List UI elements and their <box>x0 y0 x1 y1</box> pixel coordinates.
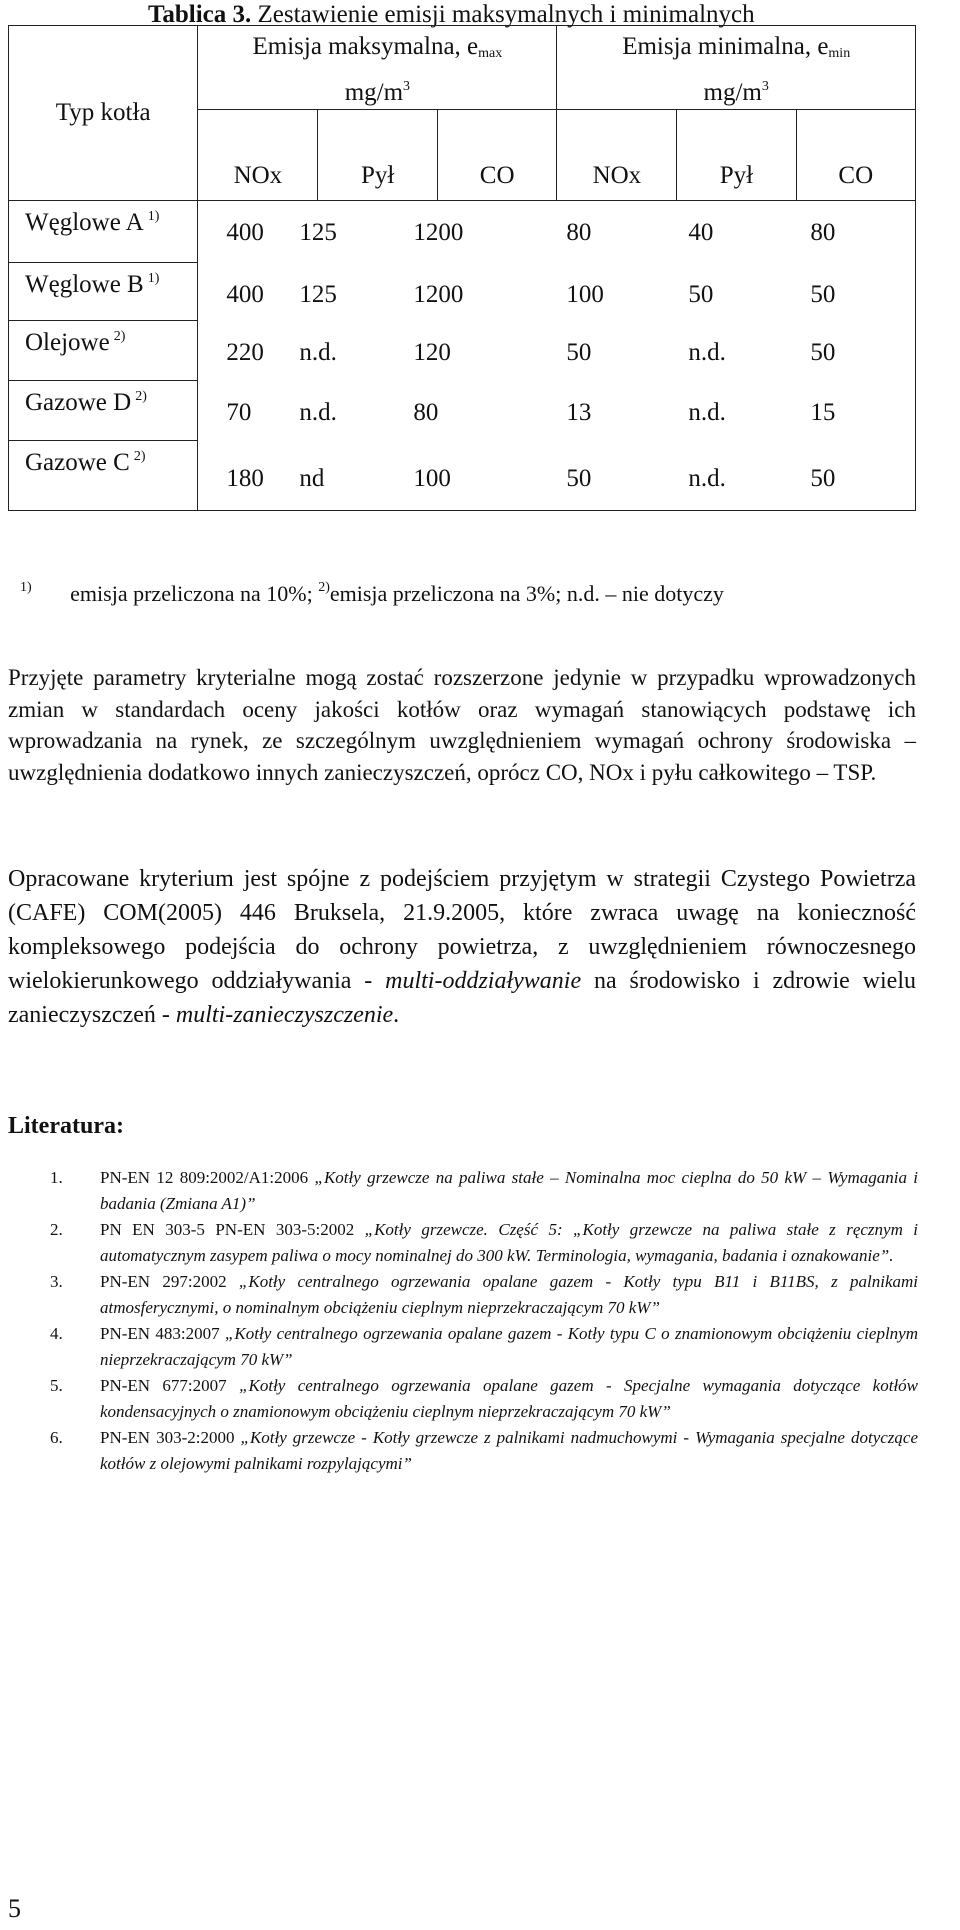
emission-value: 80 <box>566 219 592 246</box>
table-row <box>9 321 916 381</box>
paragraph-cafe: Opracowane kryterium jest spójne z podejściem przyjętym w strategii Czystego Powietrza (CAFE) COM(2005) 446 Bruksela, 21.9.2005, które zwraca uwagę na konieczność kompleksowego podejścia do ochrony powietrza, z uwzględnieniem równoczesnego wielokierunkowego oddziaływania - multi-oddziaływanie na środowisko i zdrowie wielu zanieczyszczeń - multi-zanieczyszczenie. <box>8 866 916 1028</box>
emission-value: 50 <box>810 464 836 492</box>
emission-values-cell <box>198 263 916 321</box>
emission-value: 50 <box>566 338 592 366</box>
literature-item: 6. PN-EN 303-2:2000 „Kotły grzewcze - Kotły grzewcze z palnikami nadmuchowymi - Wymagania specjalne dotyczące kotłów z olejowymi palnikami rozpylającymi” <box>50 1428 918 1473</box>
table-footnote: $^{1)}$ emisja przeliczona na 10%; $^{2)}$emisja przeliczona na 3%; n.d. – nie dotyczy <box>20 580 724 606</box>
emission-value: 15 <box>810 398 836 426</box>
emission-value: n.d. <box>688 338 726 366</box>
param-header: NOx <box>198 110 318 201</box>
emission-value: 1200 <box>413 280 464 308</box>
emission-value: n.d. <box>299 338 337 366</box>
param-header: Pył <box>677 110 796 201</box>
param-header: NOx <box>557 110 677 201</box>
table-row <box>9 381 916 441</box>
emission-value: 100 <box>413 464 451 492</box>
boiler-type-cell: Węglowe A $^{1)}$ <box>9 201 198 263</box>
literature-item: 4. PN-EN 483:2007 „Kotły centralnego ogrzewania opalane gazem - Kotły typu C o znamionowym obciążeniu cieplnym nieprzekraczającym 70 kW” <box>50 1324 918 1369</box>
emission-value: 100 <box>566 280 604 308</box>
header-boiler-type: Typ kotła <box>9 26 198 201</box>
header-max-emission: Emisja maksymalna, $e_{max}$ $mg/m^3$ <box>198 26 557 110</box>
emission-value: 50 <box>810 338 836 366</box>
caption-label: Tablica 3. <box>148 1 252 28</box>
literature-item: 3. PN-EN 297:2002 „Kotły centralnego ogrzewania opalane gazem - Kotły typu B11 i B11BS, z palnikami atmosferycznymi, o nominalnym obciążeniu cieplnym nieprzekraczającym 70 kW” <box>50 1272 919 1317</box>
emission-value: n.d. <box>688 398 726 426</box>
boiler-type-cell: Węglowe B $^{1)}$ <box>9 263 198 321</box>
table-row <box>9 441 916 511</box>
emission-value: 220 <box>226 338 264 366</box>
literature-item: 1. PN-EN 12 809:2002/A1:2006 „Kotły grzewcze na paliwa stałe – Nominalna moc cieplna do 50 kW – Wymagania i badania (Zmiana A1)” <box>50 1168 919 1213</box>
param-header: Pył <box>318 110 437 201</box>
emission-value: 120 <box>413 338 451 366</box>
emission-value: 50 <box>566 464 592 492</box>
emission-value: 13 <box>566 398 592 426</box>
boiler-type-cell: Gazowe D $^{2)}$ <box>9 381 198 441</box>
emission-values-cell <box>198 321 916 381</box>
emission-value: 50 <box>688 280 714 308</box>
param-header: CO <box>437 110 557 201</box>
emission-value: 180 <box>226 464 264 492</box>
emission-values-cell <box>198 441 916 511</box>
page-number: 5 <box>8 1894 21 1923</box>
emission-value: 125 <box>299 219 337 246</box>
emission-value: 400 <box>226 280 264 308</box>
literature-heading: Literatura: <box>8 1113 124 1139</box>
emission-value: nd <box>299 464 325 492</box>
emission-value: n.d. <box>299 398 337 426</box>
emission-values-cell <box>198 381 916 441</box>
emission-value: n.d. <box>688 464 726 492</box>
table-row <box>9 201 916 263</box>
emission-value: 400 <box>226 219 264 246</box>
emission-values-cell <box>198 201 916 263</box>
caption-text: Zestawienie emisji maksymalnych i minimalnych <box>257 1 755 28</box>
literature-item: 5. PN-EN 677:2007 „Kotły centralnego ogrzewania opalane gazem - Specjalne wymagania dotyczące kotłów kondensacyjnych o znamionowym obciążeniu cieplnym nieprzekraczającym 70 kW” <box>50 1376 919 1421</box>
emission-value: 50 <box>810 280 836 308</box>
param-header: CO <box>796 110 915 201</box>
emission-value: 40 <box>688 219 714 246</box>
table-row <box>9 263 916 321</box>
boiler-type-cell: Olejowe $^{2)}$ <box>9 321 198 381</box>
emission-value: 125 <box>299 280 337 308</box>
emission-value: 1200 <box>413 219 464 246</box>
literature-item: 2. PN EN 303-5 PN-EN 303-5:2002 „Kotły grzewcze. Część 5: „Kotły grzewcze na paliwa stałe z ręcznym i automatycznym zasypem paliwa o mocy nominalnej do 300 kW. Terminologia, wymagania, badania i oznakowanie”. <box>50 1220 918 1265</box>
paragraph-criteria: Przyjęte parametry kryterialne mogą zostać rozszerzone jedynie w przypadku wprowadzonych zmian w standardach oceny jakości kotłów oraz wymagań stanowiących podstawę ich wprowadzania na rynek, ze szczególnym uwzględnieniem wymagań ochrony środowiska – uwzględnienia dodatkowo innych zanieczyszczeń, oprócz CO, NOx i pyłu całkowitego – TSP. <box>8 665 916 785</box>
emission-value: 80 <box>810 219 836 246</box>
emission-value: 70 <box>226 398 252 426</box>
emissions-table <box>8 25 916 511</box>
emission-value: 80 <box>413 398 439 426</box>
header-min-emission: Emisja minimalna, $e_{min}$ $mg/m^3$ <box>557 26 916 110</box>
literature-list <box>50 1165 918 1477</box>
boiler-type-cell: Gazowe C $^{2)}$ <box>9 441 198 511</box>
